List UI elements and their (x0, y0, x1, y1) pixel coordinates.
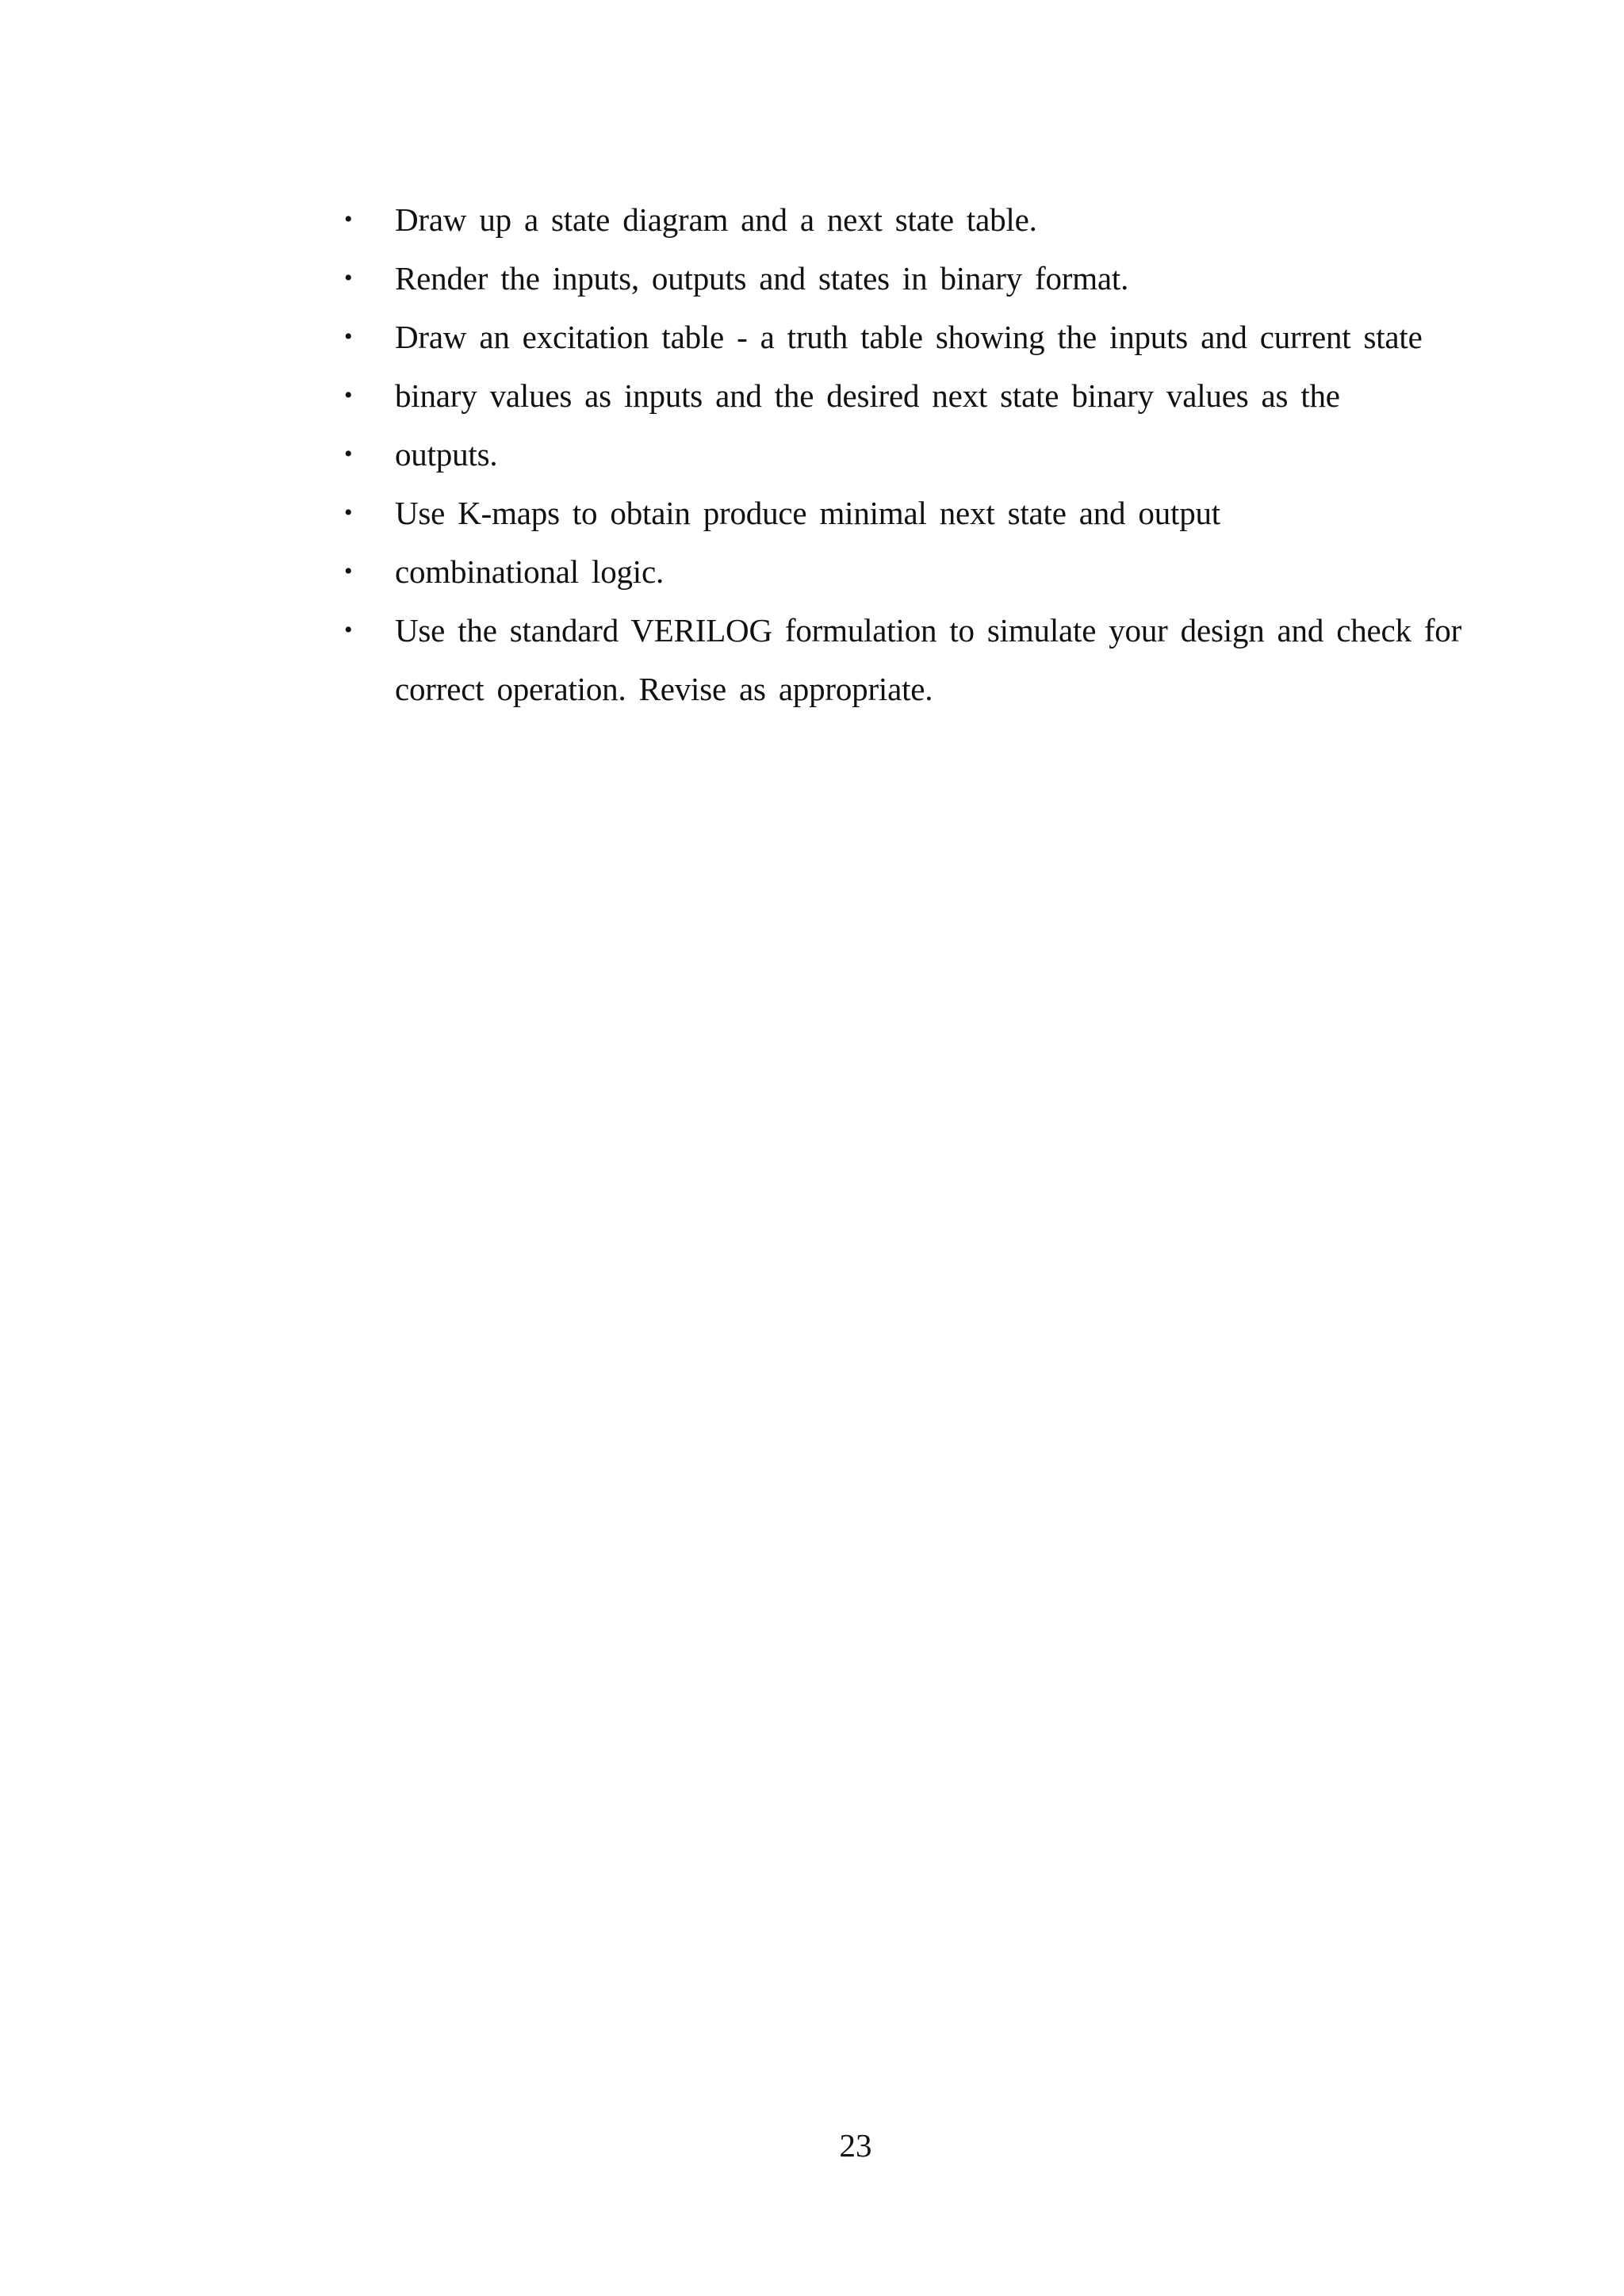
bullet-icon: • (344, 382, 353, 408)
list-item (336, 308, 1446, 366)
instruction-list (336, 190, 1462, 718)
bullet-icon: • (344, 499, 353, 526)
list-item-text: Use the standard VERILOG formulation to simulate your design and check for correct operation. Revise as appropriate. (395, 612, 1462, 707)
bullet-icon: • (344, 441, 353, 467)
list-item-text: Draw up a state diagram and a next state table. (395, 201, 1037, 238)
list-item (336, 484, 1446, 542)
list-item (336, 249, 1446, 308)
bullet-icon: • (344, 206, 353, 232)
list-item-text: combinational logic. (395, 553, 665, 590)
list-item-text: Render the inputs, outputs and states in binary format. (395, 260, 1129, 297)
list-item (336, 366, 1446, 425)
list-item-text: binary values as inputs and the desired next state binary values as the (395, 377, 1340, 414)
list-item-text: Use K-maps to obtain produce minimal next state and output (395, 495, 1220, 531)
bullet-icon: • (344, 265, 353, 291)
page-number: 23 (839, 2127, 872, 2164)
list-item-text: Draw an excitation table - a truth table showing the inputs and current state (395, 319, 1423, 355)
list-item-text: outputs. (395, 436, 498, 473)
list-item (336, 601, 1503, 718)
list-item (336, 190, 1446, 249)
bullet-icon: • (344, 323, 353, 350)
bullet-icon: • (344, 617, 353, 643)
bullet-icon: • (344, 558, 353, 584)
list-item (336, 542, 1446, 601)
list-item (336, 425, 1446, 484)
